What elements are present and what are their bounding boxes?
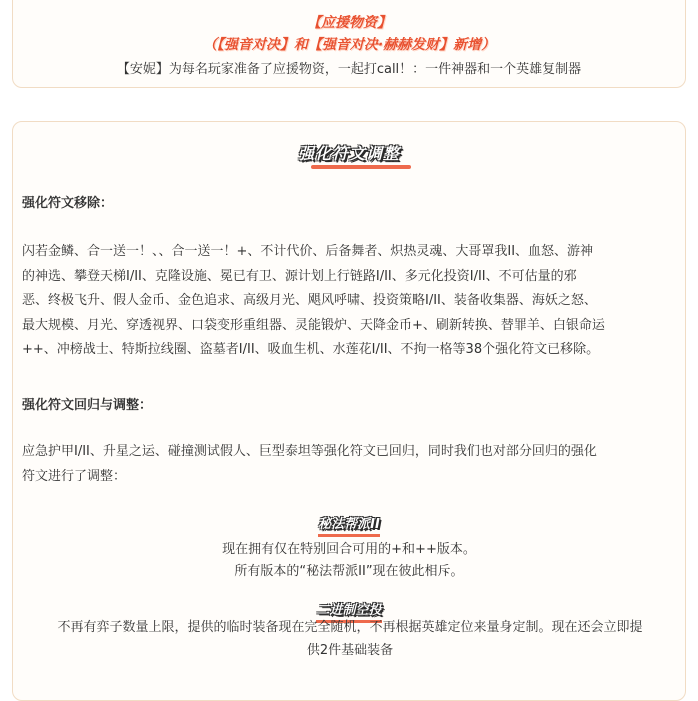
supply-title: 【应援物资】 xyxy=(307,15,391,31)
removal-text: 闪若金鳞、合一送一！、、合一送一！+、不计代价、后备舞者、炽热灵魂、大哥罩我II、血怒、游神 的神选、攀登天梯I/II、克隆设施、冕已有卫、源计划上行链路I/II、多元化投资I/II、不可估量的邪 恶、终极飞升、假人金币、金色追求、高级月光、飓风呼啸、投资策略I/II、装备收集器、海妖之怒、 最大规模、月光、穿透视界、口袋变形重组器、灵能锻炉、天降金币+、刷新转换、替罪羊、白银命运 ++、冲榜战士、特斯拉线圈、盗墓者I/II、吸血生机、水莲花I/II、不拘一格等38个强化符文已移除。 xyxy=(22,244,605,357)
title-underline xyxy=(311,165,411,169)
supply-subtitle: （【强音对决】和【强音对决·赫赫发财】新增） xyxy=(202,37,496,53)
augment-card xyxy=(12,121,686,701)
binary-text: 不再有弈子数量上限，提供的临时装备现在完全随机，不再根据英雄定位来量身定制。现在还会立即提 供2件基础装备 xyxy=(57,620,643,658)
return-text: 应急护甲I/II、升星之运、碰撞测试假人、巨型泰坦等强化符文已回归，同时我们也对部分回归的强化 符文进行了调整： xyxy=(22,444,597,484)
binary-title-text: 二进制空投 xyxy=(316,603,381,623)
removal-label: 强化符文移除： xyxy=(22,196,114,211)
return-label: 强化符文回归与调整： xyxy=(22,398,153,413)
section-title xyxy=(13,141,685,164)
supply-description: 【安妮】为每名玩家准备了应援物资，一起打call！：一件神器和一个英雄复制器 xyxy=(116,62,582,77)
supply-card xyxy=(12,0,686,88)
arcane-title xyxy=(13,513,685,537)
arcane-line-1: 现在拥有仅在特别回合可用的+和++版本。 xyxy=(222,542,476,557)
section-title-text: 强化符文调整 xyxy=(297,144,400,163)
arcane-line-2: 所有版本的“秘法帮派II”现在彼此相斥。 xyxy=(234,564,464,579)
arcane-title-text: 秘法帮派II xyxy=(318,517,380,537)
